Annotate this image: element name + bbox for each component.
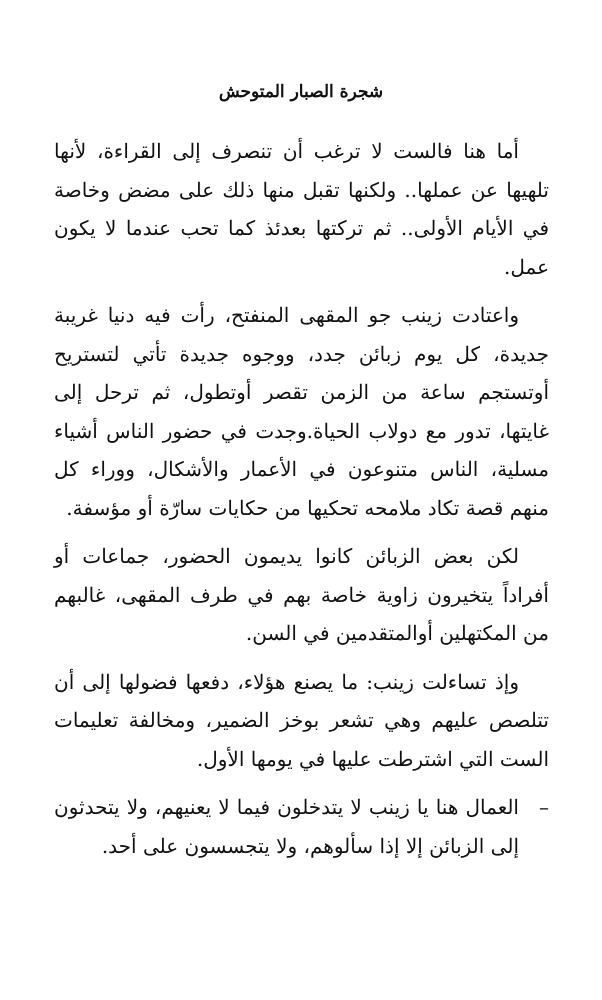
dialogue-dash: –: [539, 795, 549, 819]
running-header-title: شجرة الصبار المتوحش: [218, 82, 384, 102]
paragraph-1: أما هنا فالست لا ترغب أن تنصرف إلى القراءة، لأنها تلهيها عن عملها.. ولكنها تقبل منها ذلك على مضض وخاصة في الأيام الأولى.. ثم تركتها بعدئذ كما تحب عندما لا يكون عمل.: [54, 139, 549, 279]
page-body-text: [54, 132, 549, 865]
paragraph-2: واعتادت زينب جو المقهى المنفتح، رأت فيه دنيا غريبة جديدة، كل يوم زبائن جدد، ووجوه جديدة تأتي لتستريح أوتستجم ساعة من الزمن تقصر أوتطول، ثم ترحل إلى غايتها، تدور مع دولاب الحياة.وجدت في حضور الناس أشياء مسلية، الناس متنوعون في الأعمار والأشكال، ووراء كل منهم قصة تكاد ملامحه تحكيها من حكايات سارّة أو مؤسفة.: [54, 303, 549, 520]
dialogue-line: [54, 788, 549, 865]
dialogue-text: العمال هنا يا زينب لا يتدخلون فيما لا يعنيهم، ولا يتحدثون إلى الزبائن إلا إذا سألوهم، ولا يتجسسون على أحد.: [54, 795, 519, 858]
paragraph-3: لكن بعض الزبائن كانوا يديمون الحضور، جماعات أو أفراداً يتخيرون زاوية خاصة بهم في طرف المقهى، غالبهم من المكتهلين أوالمتقدمين في السن.: [54, 544, 549, 645]
paragraph-4: وإذ تساءلت زينب: ما يصنع هؤلاء، دفعها فضولها إلى أن تتلصص عليهم وهي تشعر بوخز الضمير، ومخالفة تعليمات الست التي اشترطت عليها في يومها الأول.: [54, 669, 549, 771]
